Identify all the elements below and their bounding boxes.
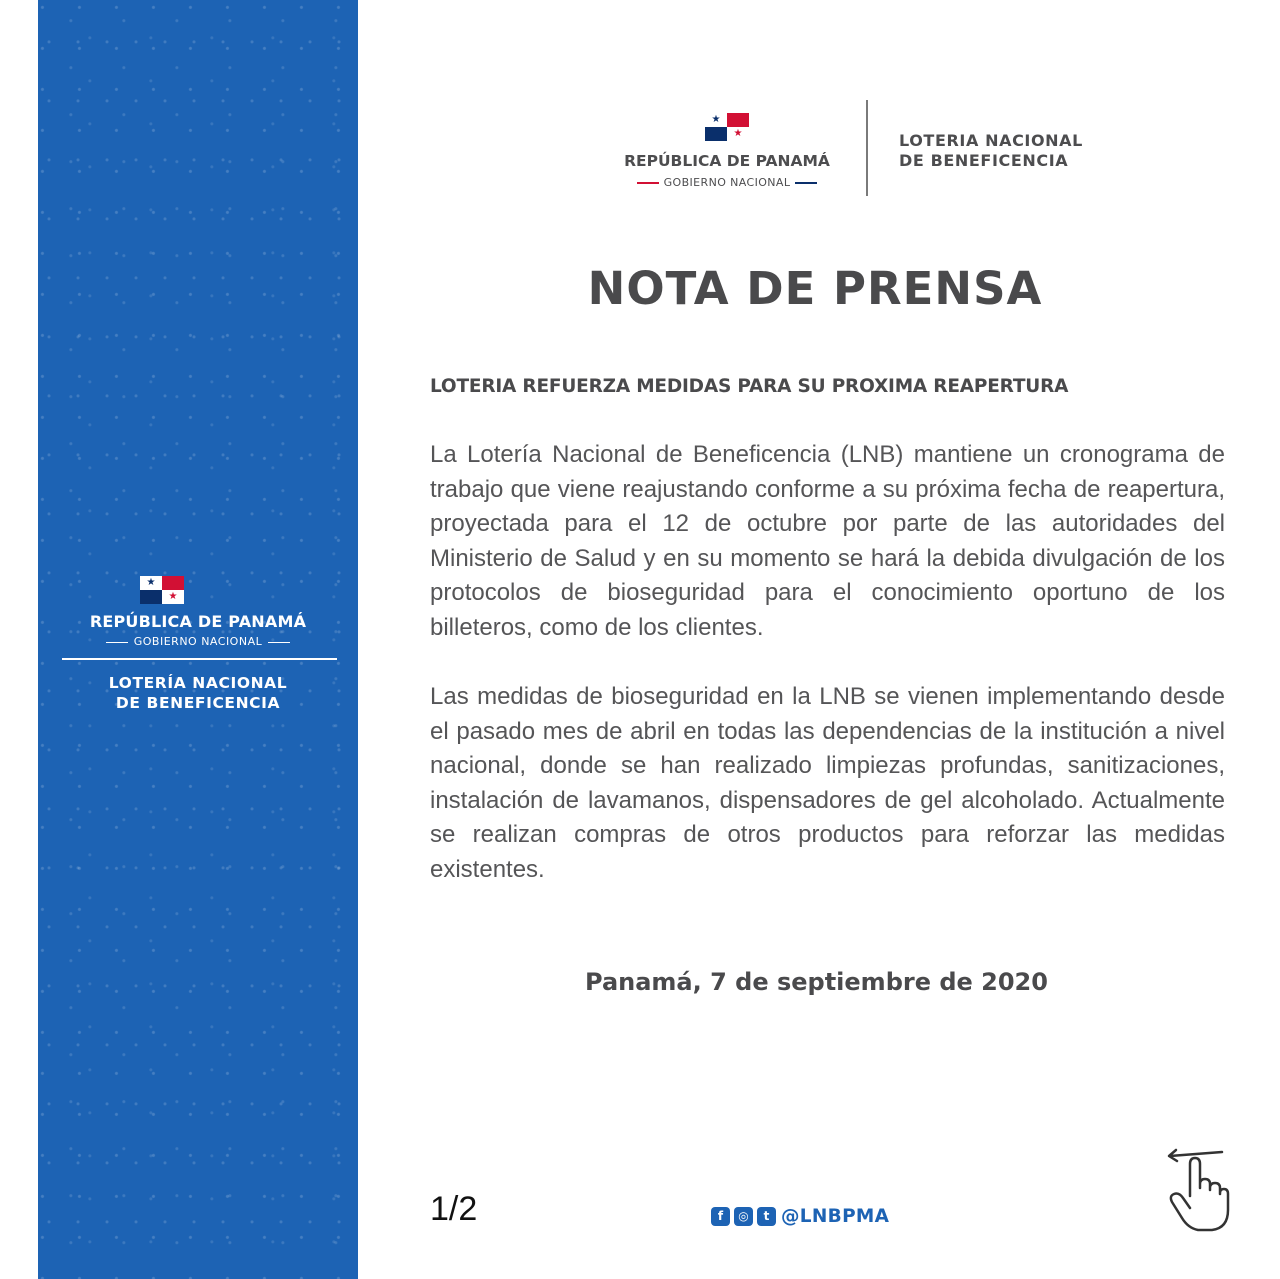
- sidebar-republic-label: REPÚBLICA DE PANAMÁ: [89, 612, 307, 631]
- body-paragraph-1: La Lotería Nacional de Beneficencia (LNB) mantiene un cronograma de trabajo que viene reajustando conforme a su próxima fecha de reapertura, proyectada para el 12 de octubre por parte de las autoridades del Ministerio de Salud y en su momento se hará la debida divulgación de los protocolos de bioseguridad para el conocimiento oportuno de los billeteros, como de los clientes.: [430, 441, 1225, 641]
- sidebar-divider: [62, 658, 337, 660]
- header-government-label: [610, 176, 844, 189]
- social-handle: @LNBPMA: [781, 1205, 890, 1227]
- header-republic-label: REPÚBLICA DE PANAMÁ: [624, 152, 830, 170]
- sidebar-lottery-line2: DE BENEFICENCIA: [115, 694, 281, 712]
- header-government-text: GOBIERNO NACIONAL: [663, 176, 791, 189]
- facebook-icon: f: [711, 1207, 730, 1226]
- body-paragraph-2: Las medidas de bioseguridad en la LNB se vienen implementando desde el pasado mes de abril en todas las dependencias de la institución a nivel nacional, donde se han realizado limpiezas profundas, sanitizaciones, instalación de lavamanos, dispensadores de gel alcoholado. Actualmente se realizan compras de otros productos para reforzar las medidas existentes.: [430, 683, 1225, 883]
- swipe-hand-icon: [1160, 1142, 1232, 1234]
- page-indicator: 1/2: [430, 1190, 478, 1228]
- header-divider: [866, 100, 868, 196]
- header-lottery-line2: DE BENEFICENCIA: [899, 151, 1069, 170]
- instagram-icon: ◎: [734, 1207, 753, 1226]
- header-lottery-logo: [899, 131, 1083, 171]
- date-line: Panamá, 7 de septiembre de 2020: [585, 968, 1048, 996]
- twitter-icon: t: [757, 1207, 776, 1226]
- sidebar-government-label: [38, 635, 358, 648]
- sidebar-lottery-line1: LOTERÍA NACIONAL: [108, 674, 288, 692]
- social-handle-bar: [711, 1204, 889, 1228]
- page-title: NOTA DE PRENSA: [587, 262, 1043, 315]
- press-headline: LOTERIA REFUERZA MEDIDAS PARA SU PROXIMA REAPERTURA: [430, 376, 1069, 397]
- sidebar-government-text: GOBIERNO NACIONAL: [133, 635, 263, 648]
- panama-flag-icon: ★ ★: [140, 576, 184, 604]
- sidebar-lottery-logo: [38, 673, 358, 713]
- header-lottery-line1: LOTERIA NACIONAL: [899, 131, 1083, 150]
- header-panama-flag-icon: ★ ★: [705, 113, 749, 141]
